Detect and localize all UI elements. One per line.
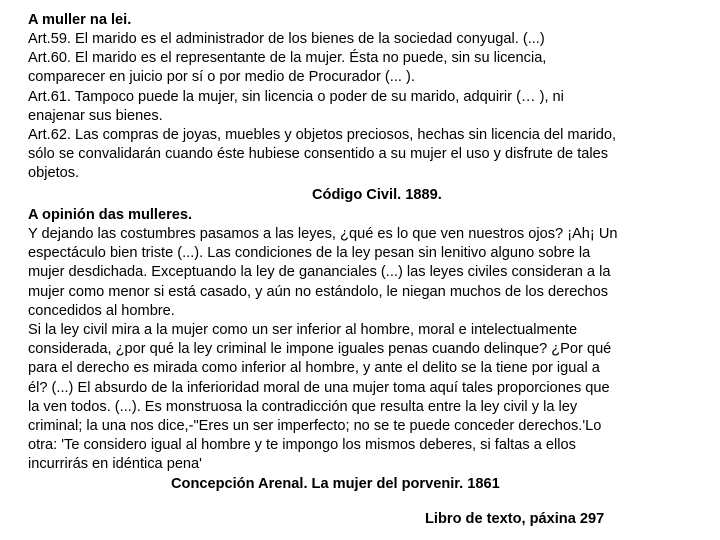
section1-line: Art.59. El marido es el administrador de los bienes de la sociedad conyugal. (...) xyxy=(28,31,545,47)
section2-line: mujer como menor si está casado, y aún no estándolo, le niegan muchos de los derechos xyxy=(28,283,609,300)
section1-line: objetos. xyxy=(28,165,80,182)
section1-source: Código Civil. 1889. xyxy=(312,187,442,203)
section2-line: Si la ley civil mira a la mujer como un ser inferior al hombre, moral e intelectualmente xyxy=(28,322,578,339)
section1-line: comparecer en juicio por sí o por medio de Procurador (... ). xyxy=(28,69,415,86)
section2-line: espectáculo bien triste (...). Las condiciones de la ley pesan sin lenitivo alguno sobre la xyxy=(28,245,591,262)
section2-body xyxy=(28,225,708,475)
section1-heading: A muller na lei. xyxy=(28,12,132,28)
section2-source: Concepción Arenal. La mujer del porvenir. 1861 xyxy=(171,476,500,492)
section2-line: otra: 'Te considero igual al hombre y te impongo los mismos deberes, si faltas a ellos xyxy=(28,437,576,454)
section2-line: criminal; la una nos dice,-"Eres un ser imperfecto; no se te puede conceder derechos.'Lo xyxy=(28,418,602,435)
section1-line: Art.60. El marido es el representante de la mujer. Ésta no puede, sin su licencia, xyxy=(28,50,547,67)
section2-heading: A opinión das mulleres. xyxy=(28,207,193,223)
section2-line: concedidos al hombre. xyxy=(28,302,175,319)
section2-line: él? (...) El absurdo de la inferioridad moral de una mujer toma aquí tales proporciones que xyxy=(28,379,610,396)
section2-line: para el derecho es mirada como inferior al hombre, y ante el delito se la tiene por igual a xyxy=(28,360,600,377)
section2-line: considerada, ¿por qué la ley criminal le impone iguales penas cuando delinque? ¿Por qué xyxy=(28,341,612,358)
section1-line: Art.61. Tampoco puede la mujer, sin licencia o poder de su marido, adquirir (… ), ni xyxy=(28,88,564,105)
section2-line: la ven todos. (...). Es monstruosa la contradicción que resulta entre la ley civil y la ley xyxy=(28,398,578,415)
section1-line: Art.62. Las compras de joyas, muebles y objetos preciosos, hechas sin licencia del marido, xyxy=(28,127,617,144)
section1-line: enajenar sus bienes. xyxy=(28,107,163,124)
section1-line: sólo se convalidarán cuando éste hubiese consentido a su mujer el uso y disfrute de tales xyxy=(28,146,609,163)
section2-line: mujer desdichada. Exceptuando la ley de gananciales (...) las leyes civiles consideran a la xyxy=(28,264,611,281)
footer-text: Libro de texto, páxina 297 xyxy=(425,511,605,527)
section2-line: Y dejando las costumbres pasamos a las leyes, ¿qué es lo que ven nuestros ojos? ¡Ah¡ Un xyxy=(28,226,618,242)
section1-body xyxy=(28,30,708,184)
section2-line: incurrirás en idéntica pena' xyxy=(28,456,202,473)
